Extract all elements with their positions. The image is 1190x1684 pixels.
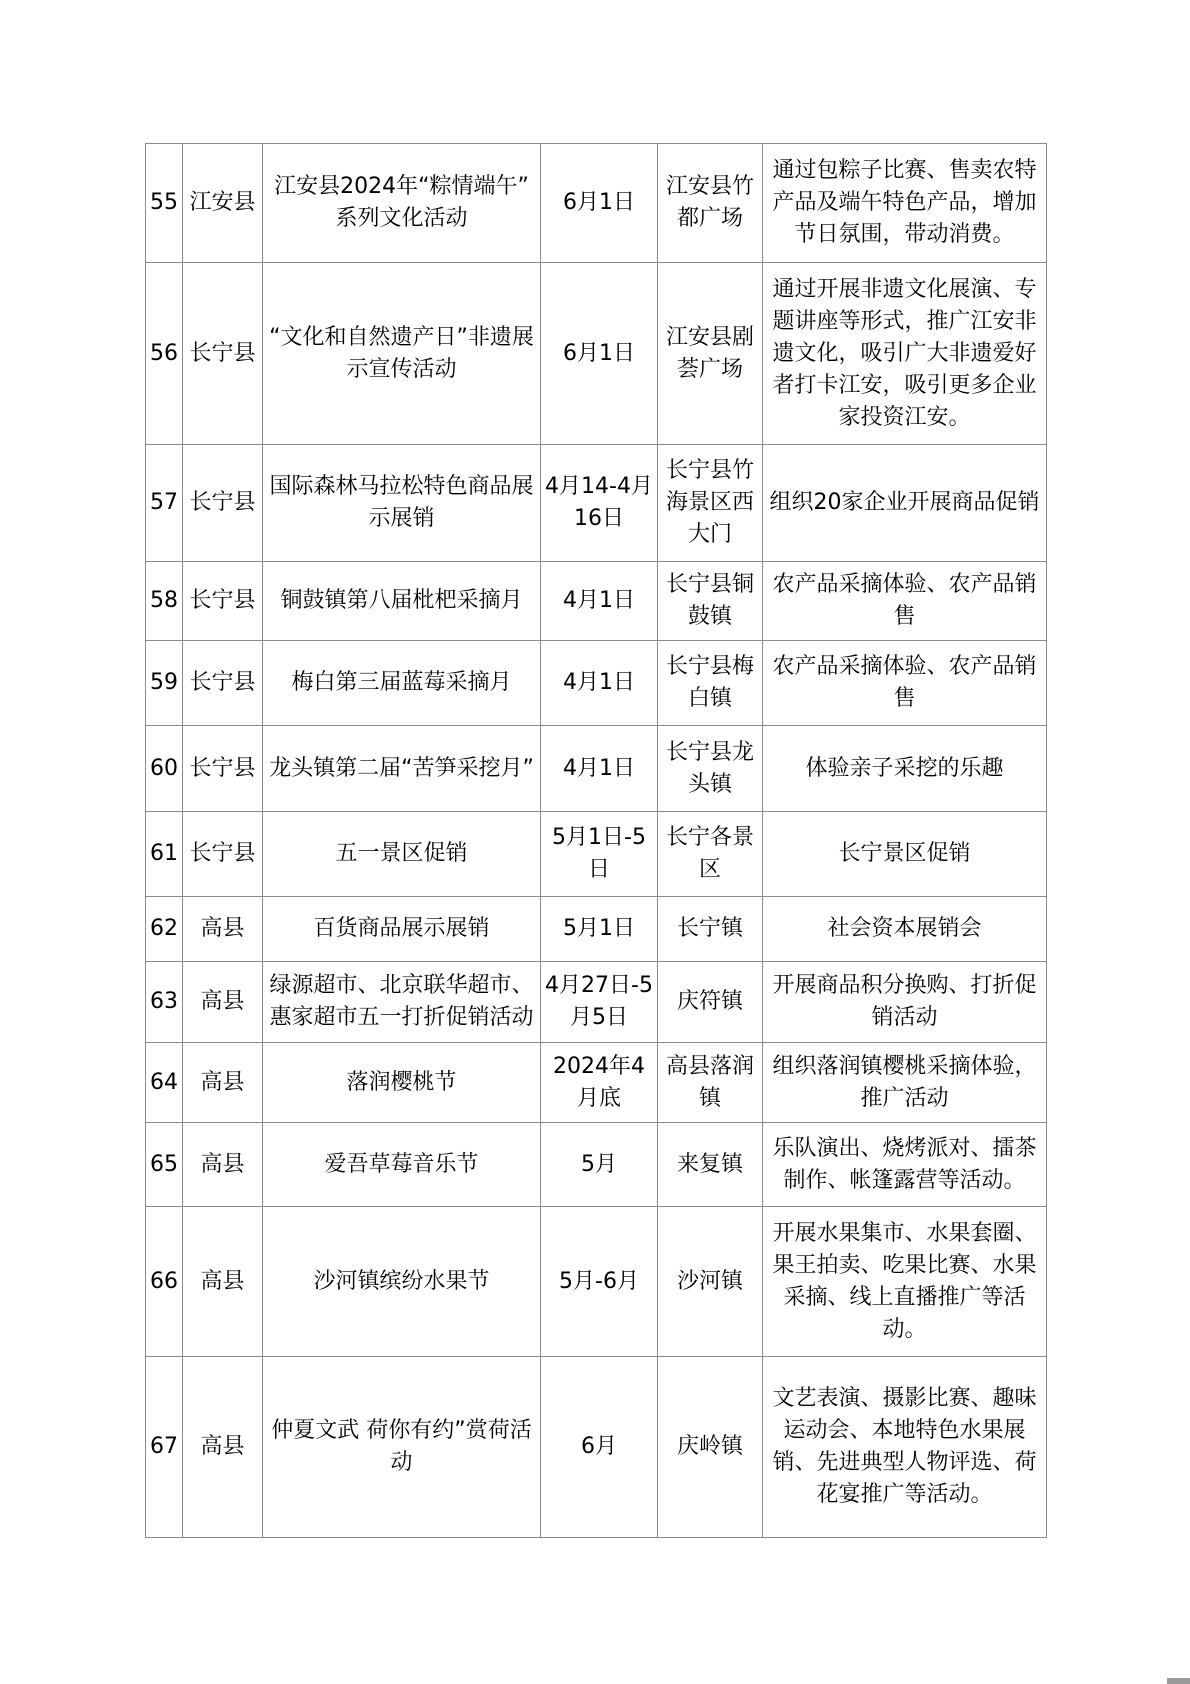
- activity-location-cell: 沙河镇: [658, 1207, 763, 1357]
- row-number-cell: 64: [146, 1043, 183, 1123]
- table-row: [146, 263, 1047, 445]
- activity-location-cell: 长宁县梅白镇: [658, 641, 763, 726]
- row-number-cell: 58: [146, 562, 183, 641]
- activity-location-cell: 江安县剧荟广场: [658, 263, 763, 445]
- activity-desc-cell: 开展商品积分换购、打折促销活动: [763, 962, 1047, 1043]
- activity-name-cell: 国际森林马拉松特色商品展示展销: [263, 445, 541, 562]
- row-number-cell: 66: [146, 1207, 183, 1357]
- activity-location-cell: 长宁县竹海景区西大门: [658, 445, 763, 562]
- table-row: [146, 445, 1047, 562]
- county-cell: 长宁县: [183, 562, 263, 641]
- activity-desc-cell: 体验亲子采挖的乐趣: [763, 726, 1047, 812]
- county-cell: 江安县: [183, 144, 263, 263]
- row-number-cell: 56: [146, 263, 183, 445]
- activity-date-cell: 6月1日: [541, 144, 658, 263]
- activity-date-cell: 5月-6月: [541, 1207, 658, 1357]
- activity-name-cell: 龙头镇第二届“苦笋采挖月”: [263, 726, 541, 812]
- activity-date-cell: 5月1日-5日: [541, 812, 658, 897]
- table-row: [146, 562, 1047, 641]
- row-number-cell: 60: [146, 726, 183, 812]
- activity-name-cell: 江安县2024年“粽情端午”系列文化活动: [263, 144, 541, 263]
- activity-name-cell: 梅白第三届蓝莓采摘月: [263, 641, 541, 726]
- row-number-cell: 63: [146, 962, 183, 1043]
- activity-desc-cell: 农产品采摘体验、农产品销售: [763, 641, 1047, 726]
- activity-date-cell: 4月27日-5月5日: [541, 962, 658, 1043]
- table-row: [146, 144, 1047, 263]
- activity-location-cell: 江安县竹都广场: [658, 144, 763, 263]
- activity-name-cell: 铜鼓镇第八届枇杷采摘月: [263, 562, 541, 641]
- events-table: [145, 143, 1047, 1538]
- activity-date-cell: 4月14-4月16日: [541, 445, 658, 562]
- county-cell: 高县: [183, 1123, 263, 1207]
- activity-location-cell: 庆岭镇: [658, 1357, 763, 1538]
- county-cell: 高县: [183, 1043, 263, 1123]
- activity-date-cell: 4月1日: [541, 641, 658, 726]
- county-cell: 长宁县: [183, 641, 263, 726]
- row-number-cell: 59: [146, 641, 183, 726]
- activity-desc-cell: 农产品采摘体验、农产品销售: [763, 562, 1047, 641]
- activity-name-cell: 五一景区促销: [263, 812, 541, 897]
- activity-name-cell: 爱吾草莓音乐节: [263, 1123, 541, 1207]
- activity-desc-cell: 乐队演出、烧烤派对、擂茶制作、帐篷露营等活动。: [763, 1123, 1047, 1207]
- table-row: [146, 1207, 1047, 1357]
- activity-location-cell: 高县落润镇: [658, 1043, 763, 1123]
- row-number-cell: 55: [146, 144, 183, 263]
- activity-name-cell: 仲夏文武 荷你有约”赏荷活动: [263, 1357, 541, 1538]
- activity-name-cell: 落润樱桃节: [263, 1043, 541, 1123]
- activity-desc-cell: 通过开展非遗文化展演、专题讲座等形式，推广江安非遗文化，吸引广大非遗爱好者打卡江安，吸引更多企业家投资江安。: [763, 263, 1047, 445]
- activity-location-cell: 来复镇: [658, 1123, 763, 1207]
- table-row: [146, 1357, 1047, 1538]
- activity-desc-cell: 开展水果集市、水果套圈、果王拍卖、吃果比赛、水果采摘、线上直播推广等活动。: [763, 1207, 1047, 1357]
- activity-name-cell: “文化和自然遗产日”非遗展示宣传活动: [263, 263, 541, 445]
- activity-location-cell: 庆符镇: [658, 962, 763, 1043]
- table-row: [146, 1043, 1047, 1123]
- county-cell: 高县: [183, 897, 263, 962]
- activity-name-cell: 沙河镇缤纷水果节: [263, 1207, 541, 1357]
- row-number-cell: 57: [146, 445, 183, 562]
- activity-date-cell: 5月: [541, 1123, 658, 1207]
- row-number-cell: 67: [146, 1357, 183, 1538]
- activity-desc-cell: 通过包粽子比赛、售卖农特产品及端午特色产品，增加节日氛围，带动消费。: [763, 144, 1047, 263]
- county-cell: 高县: [183, 1357, 263, 1538]
- activity-name-cell: 绿源超市、北京联华超市、惠家超市五一打折促销活动: [263, 962, 541, 1043]
- activity-date-cell: 4月1日: [541, 726, 658, 812]
- activity-location-cell: 长宁县龙头镇: [658, 726, 763, 812]
- row-number-cell: 61: [146, 812, 183, 897]
- activity-date-cell: 5月1日: [541, 897, 658, 962]
- table-row: [146, 1123, 1047, 1207]
- activity-date-cell: 6月: [541, 1357, 658, 1538]
- scrollbar-horizontal-thumb[interactable]: [1167, 1678, 1190, 1684]
- activity-location-cell: 长宁各景区: [658, 812, 763, 897]
- activity-desc-cell: 社会资本展销会: [763, 897, 1047, 962]
- activity-desc-cell: 组织落润镇樱桃采摘体验，推广活动: [763, 1043, 1047, 1123]
- activity-location-cell: 长宁县铜鼓镇: [658, 562, 763, 641]
- table-row: [146, 897, 1047, 962]
- county-cell: 长宁县: [183, 812, 263, 897]
- activity-location-cell: 长宁镇: [658, 897, 763, 962]
- table-row: [146, 726, 1047, 812]
- county-cell: 高县: [183, 1207, 263, 1357]
- table-row: [146, 641, 1047, 726]
- county-cell: 高县: [183, 962, 263, 1043]
- county-cell: 长宁县: [183, 263, 263, 445]
- county-cell: 长宁县: [183, 445, 263, 562]
- activity-date-cell: 4月1日: [541, 562, 658, 641]
- activity-name-cell: 百货商品展示展销: [263, 897, 541, 962]
- row-number-cell: 62: [146, 897, 183, 962]
- activity-desc-cell: 长宁景区促销: [763, 812, 1047, 897]
- activity-date-cell: 2024年4月底: [541, 1043, 658, 1123]
- row-number-cell: 65: [146, 1123, 183, 1207]
- activity-desc-cell: 组织20家企业开展商品促销: [763, 445, 1047, 562]
- county-cell: 长宁县: [183, 726, 263, 812]
- events-table-body: [146, 144, 1047, 1538]
- table-row: [146, 962, 1047, 1043]
- activity-date-cell: 6月1日: [541, 263, 658, 445]
- table-row: [146, 812, 1047, 897]
- activity-desc-cell: 文艺表演、摄影比赛、趣味运动会、本地特色水果展销、先进典型人物评选、荷花宴推广等活动。: [763, 1357, 1047, 1538]
